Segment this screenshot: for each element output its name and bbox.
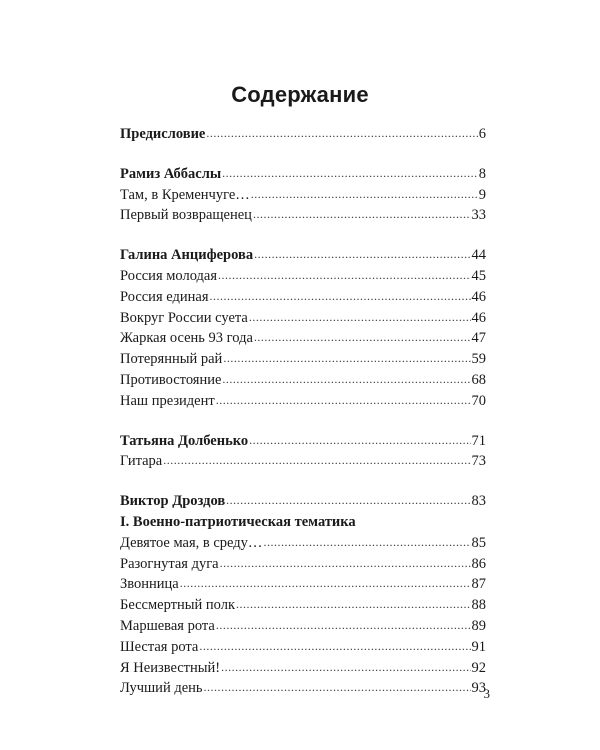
toc-entry-page: 68 — [471, 371, 486, 388]
toc-entry-page: 33 — [471, 207, 486, 224]
toc-entry-title: Шестая рота — [120, 638, 199, 655]
table-of-contents — [120, 124, 486, 699]
dot-leader — [249, 307, 471, 328]
toc-entry-title: Там, в Кременчуге… — [120, 186, 250, 203]
toc-entry-page: 87 — [471, 576, 486, 593]
toc-entry-page: 46 — [471, 288, 486, 305]
toc-entry-title: Жаркая осень 93 года — [120, 330, 253, 347]
toc-entry-page: 88 — [471, 597, 486, 614]
toc-entry — [120, 637, 486, 658]
toc-entry-title: Лучший день — [120, 680, 203, 697]
toc-entry — [120, 266, 486, 287]
toc-entry-page: 89 — [471, 617, 486, 634]
toc-entry-title: Татьяна Долбенько — [120, 432, 249, 449]
toc-entry — [120, 431, 486, 452]
toc-entry — [120, 391, 486, 412]
dot-leader — [254, 327, 471, 348]
toc-entry — [120, 658, 486, 679]
dot-leader — [249, 430, 470, 451]
dot-leader — [204, 677, 471, 698]
toc-entry-page: 73 — [471, 453, 486, 470]
toc-entry-page: 47 — [471, 330, 486, 347]
toc-entry-page: 70 — [471, 392, 486, 409]
toc-entry-page: 71 — [471, 432, 486, 449]
toc-entry-title: Гитара — [120, 453, 163, 470]
dot-leader — [236, 594, 471, 615]
toc-entry-title: Маршевая рота — [120, 617, 215, 634]
toc-entry — [120, 349, 486, 370]
dot-leader — [226, 490, 470, 511]
dot-leader — [253, 204, 471, 225]
dot-leader — [180, 573, 471, 594]
toc-entry — [120, 308, 486, 329]
dot-leader — [218, 265, 470, 286]
dot-leader — [163, 450, 470, 471]
toc-entry — [120, 370, 486, 391]
dot-leader — [251, 184, 478, 205]
toc-entry — [120, 245, 486, 266]
dot-leader — [220, 553, 471, 574]
toc-entry-page: 93 — [471, 680, 486, 697]
toc-entry-title: Россия единая — [120, 288, 209, 305]
toc-entry — [120, 574, 486, 595]
toc-entry — [120, 678, 486, 699]
dot-leader — [210, 286, 471, 307]
page-title: Содержание — [231, 82, 369, 107]
toc-entry-title: Противостояние — [120, 371, 222, 388]
toc-entry — [120, 595, 486, 616]
toc-section-heading — [120, 512, 486, 533]
toc-entry-title: Потерянный рай — [120, 351, 223, 368]
toc-entry-title: Звонница — [120, 576, 179, 593]
toc-entry — [120, 164, 486, 185]
toc-entry — [120, 616, 486, 637]
toc-entry-page: 45 — [471, 267, 486, 284]
dot-leader — [216, 390, 471, 411]
toc-entry-page: 83 — [471, 493, 486, 510]
toc-entry — [120, 328, 486, 349]
toc-entry-title: Рамиз Аббаслы — [120, 165, 222, 182]
toc-entry-title: Я Неизвестный! — [120, 659, 221, 676]
dot-leader — [206, 123, 477, 144]
dot-leader — [263, 532, 470, 553]
toc-entry — [120, 491, 486, 512]
dot-leader — [254, 244, 470, 265]
toc-entry-page: 85 — [471, 534, 486, 551]
toc-entry-page: 46 — [471, 309, 486, 326]
toc-entry-title: Наш президент — [120, 392, 215, 409]
toc-entry — [120, 451, 486, 472]
toc-entry-title: Бессмертный полк — [120, 597, 235, 614]
toc-entry-page: 59 — [471, 351, 486, 368]
toc-entry — [120, 205, 486, 226]
toc-entry-page: 8 — [478, 165, 486, 182]
toc-entry-page: 6 — [478, 126, 486, 142]
toc-entry-title: Вокруг России суета — [120, 309, 248, 326]
toc-entry-title: I. Военно-патриотическая тематика — [120, 513, 356, 530]
toc-entry — [120, 287, 486, 308]
dot-leader — [223, 348, 470, 369]
dot-leader — [222, 163, 478, 184]
toc-entry — [120, 124, 486, 145]
toc-entry-title: Девятое мая, в среду… — [120, 534, 263, 551]
toc-entry-title: Предисловие — [120, 126, 206, 142]
toc-entry-page: 9 — [478, 186, 486, 203]
toc-entry — [120, 554, 486, 575]
dot-leader — [216, 615, 471, 636]
toc-entry-title: Первый возвращенец — [120, 207, 252, 224]
toc-entry-title: Разогнутая дуга — [120, 555, 219, 572]
toc-entry-title: Россия молодая — [120, 267, 218, 284]
dot-leader — [222, 369, 470, 390]
toc-entry — [120, 533, 486, 554]
toc-entry-title: Виктор Дроздов — [120, 493, 226, 510]
page-number: 3 — [483, 686, 490, 701]
dot-leader — [221, 657, 470, 678]
toc-entry-page: 92 — [471, 659, 486, 676]
toc-entry-page: 91 — [471, 638, 486, 655]
toc-entry-page: 86 — [471, 555, 486, 572]
toc-entry-page: 44 — [471, 247, 486, 264]
toc-entry-title: Галина Анциферова — [120, 247, 254, 264]
toc-entry — [120, 185, 486, 206]
dot-leader — [199, 636, 470, 657]
